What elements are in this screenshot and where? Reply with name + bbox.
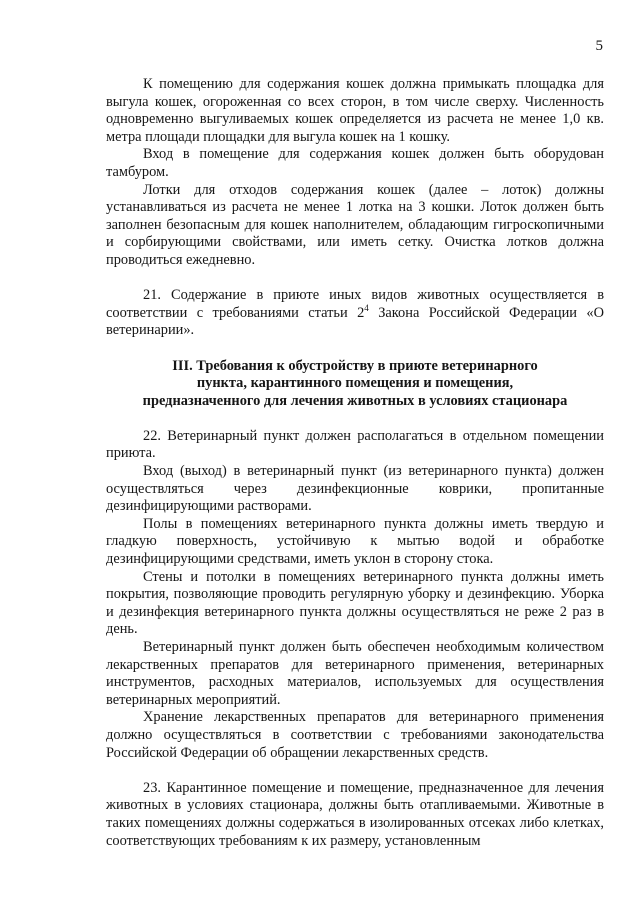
- page-number: 5: [595, 38, 603, 54]
- spacer: [106, 340, 604, 358]
- spacer: [106, 410, 604, 428]
- spacer: [106, 270, 604, 288]
- paragraph-vet-entrance: Вход (выход) в ветеринарный пункт (из ветеринарного пункта) должен осуществляться через дезинфекционные коврики, пропитанные дезинфицирующими растворами.: [106, 463, 604, 515]
- paragraph-vet-supplies: Ветеринарный пункт должен быть обеспечен необходимым количеством лекарственных препаратов для ветеринарного применения, ветеринарных инструментов, расходных материалов, используемых для осуществления ветеринарных мероприятий.: [106, 639, 604, 708]
- paragraph-item-22: 22. Ветеринарный пункт должен располагаться в отдельном помещении приюта.: [106, 427, 604, 462]
- paragraph-vet-floors: Полы в помещениях ветеринарного пункта должны иметь твердую и гладкую поверхность, устойчивую к мытью водой и обработке дезинфицирующими средствами, иметь уклон в сторону стока.: [106, 515, 604, 568]
- page-content: [106, 76, 604, 850]
- paragraph-cat-room-vestibule: Вход в помещение для содержания кошек должен быть оборудован тамбуром.: [106, 146, 604, 180]
- paragraph-cat-litter-trays: Лотки для отходов содержания кошек (далее – лоток) должны устанавливаться из расчета не менее 1 лотка на 3 кошки. Лоток должен быть заполнен безопасным для кошек наполнителем, обладающим гигроскопичными и сорбирующими свойствами, или иметь сетку. Очистка лотков должна проводиться ежедневно.: [106, 181, 604, 268]
- item-21-text-end: Закона Российской Федерации «О ветеринарии».: [106, 304, 604, 339]
- section-heading-line: предназначенного для лечения животных в условиях стационара: [142, 392, 568, 409]
- paragraph-item-21: [106, 287, 604, 340]
- paragraph-vet-drug-storage: Хранение лекарственных препаратов для ветеринарного применения должно осуществляться в соответствии с требованиями законодательства Российской Федерации об обращении лекарственных средств.: [106, 709, 604, 761]
- spacer: [106, 762, 604, 780]
- paragraph-vet-walls: Стены и потолки в помещениях ветеринарного пункта должны иметь покрытия, позволяющие проводить регулярную уборку и дезинфекцию. Уборка и дезинфекция ветеринарного пункта должны осуществляться не реже 2 раз в день.: [106, 568, 604, 638]
- section-heading-line: III. Требования к обустройству в приюте ветеринарного: [172, 357, 538, 374]
- item-21-text: 21. Содержание в приюте иных видов животных осуществляется в соответствии с требованиями статьи 2: [106, 287, 604, 321]
- section-heading: [106, 358, 604, 411]
- paragraph-item-23: 23. Карантинное помещение и помещение, предназначенное для лечения животных в условиях стационара, должны быть отапливаемыми. Животные в таких помещениях должны содержаться в изолированных отсеках либо клетках, соответствующих требованиям к их размеру, установленным: [106, 779, 604, 849]
- item-21-superscript: 4: [364, 302, 369, 313]
- section-heading-line: пункта, карантинного помещения и помещения,: [196, 375, 514, 392]
- paragraph-cat-walking-area: К помещению для содержания кошек должна примыкать площадка для выгула кошек, огороженная со всех сторон, в том числе сверху. Численность одновременно выгуливаемых кошек определяется из расчета не менее 1,0 кв. метра площади площадки для выгула кошек на 1 кошку.: [106, 76, 604, 145]
